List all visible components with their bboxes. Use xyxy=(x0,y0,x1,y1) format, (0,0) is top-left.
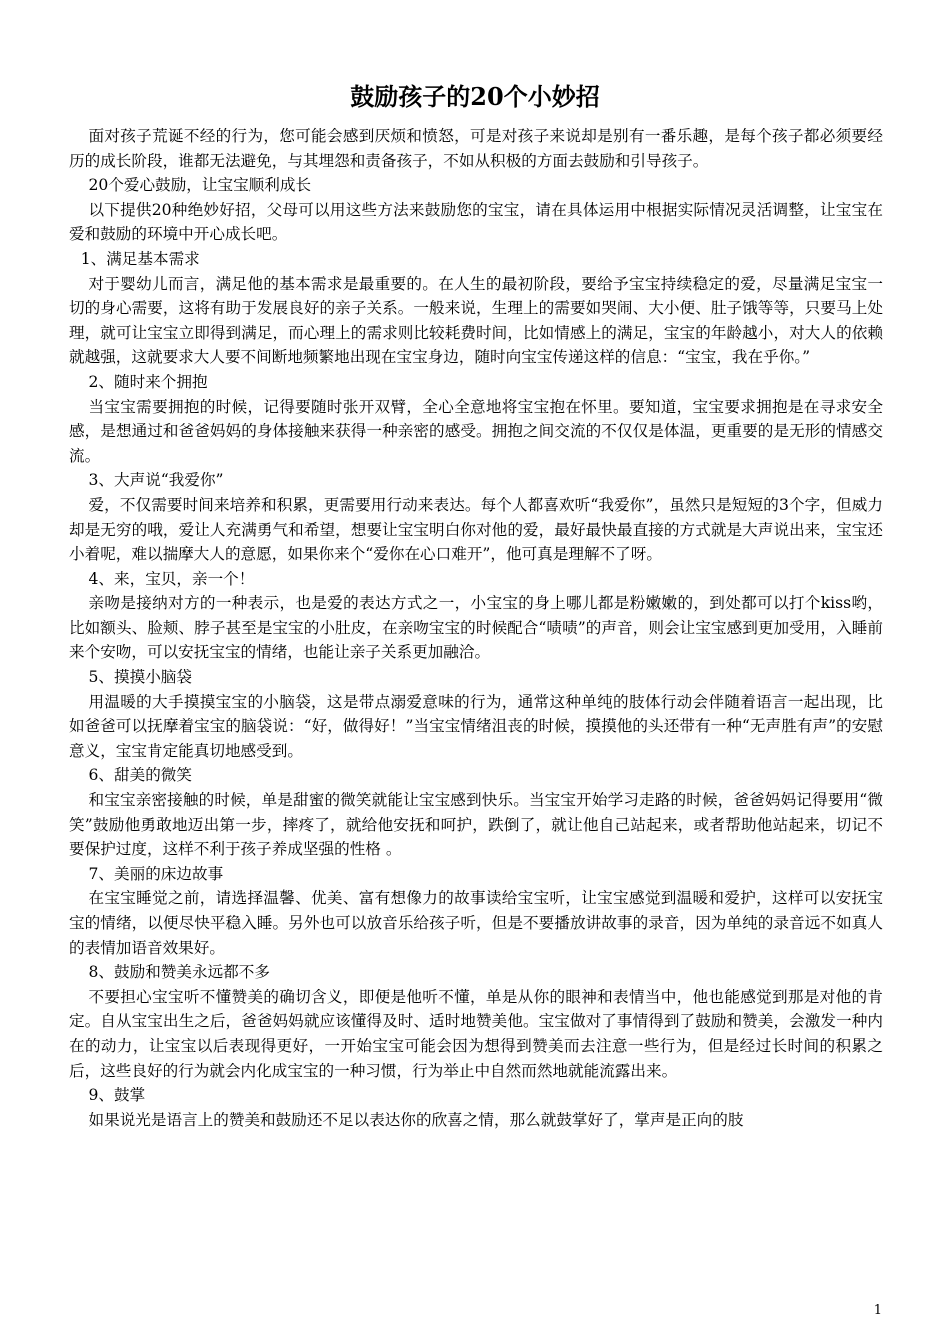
tip-paragraph-9: 如果说光是语言上的赞美和鼓励还不足以表达你的欣喜之情，那么就鼓掌好了，掌声是正向的肢 xyxy=(88,1110,744,1129)
intro-paragraph: 面对孩子荒诞不经的行为，您可能会感到厌烦和愤怒，可是对孩子来说却是别有一番乐趣，是每个孩子都必须要经历的成长阶段，谁都无法避免，与其埋怨和责备孩子，不如从积极的方面去鼓励和引导孩子。 xyxy=(69,127,883,170)
page-number: 1 xyxy=(873,1303,882,1318)
tip-heading-1: 1、满足基本需求 xyxy=(80,249,200,268)
tip-heading-9: 9、鼓掌 xyxy=(88,1086,146,1105)
tip-heading-6: 6、甜美的微笑 xyxy=(88,766,192,785)
tip-heading-8: 8、鼓励和赞美永远都不多 xyxy=(88,963,270,982)
tip-paragraph-1: 对于婴幼儿而言，满足他的基本需求是最重要的。在人生的最初阶段，要给予宝宝持续稳定的爱，尽量满足宝宝一切的身心需要，这将有助于发展良好的亲子关系。一般来说，生理上的需要如哭闹、大小便、肚子饿等等，只要马上处理，就可让宝宝立即得到满足，而心理上的需求则比较耗费时间，比如情感上的满足，宝宝的年龄越小，对大人的依赖就越强，这就要求大人要不间断地频繁地出现在宝宝身边，随时向宝宝传递这样的信息：“宝宝，我在乎你。” xyxy=(69,274,883,367)
tip-heading-4: 4、来，宝贝，亲一个！ xyxy=(88,569,255,588)
tip-paragraph-8: 不要担心宝宝听不懂赞美的确切含义，即便是他听不懂，单是从你的眼神和表情当中，他也能感觉到那是对他的肯定。自从宝宝出生之后，爸爸妈妈就应该懂得及时、适时地赞美他。宝宝做对了事情得到了鼓励和赞美，会激发一种内在的动力，让宝宝以后表现得更好，一开始宝宝可能会因为想得到赞美而去注意一些行为，但是经过长时间的积累之后，这些良好的行为就会内化成宝宝的一种习惯，行为举止中自然而然地就能流露出来。 xyxy=(69,987,883,1080)
tip-heading-7: 7、美丽的床边故事 xyxy=(88,864,224,883)
tip-paragraph-2: 当宝宝需要拥抱的时候，记得要随时张开双臂，全心全意地将宝宝抱在怀里。要知道，宝宝要求拥抱是在寻求安全感，是想通过和爸爸妈妈的身体接触来获得一种亲密的感受。拥抱之间交流的不仅仅是体温，更重要的是无形的情感交流。 xyxy=(69,397,883,465)
tip-paragraph-4: 亲吻是接纳对方的一种表示，也是爱的表达方式之一，小宝宝的身上哪儿都是粉嫩嫩的，到处都可以打个kiss哟，比如额头、脸颊、脖子甚至是宝宝的小肚皮，在亲吻宝宝的时候配合“啧啧”的声音，则会让宝宝感到更加受用，入睡前来个安吻，可以安抚宝宝的情绪，也能让亲子关系更加融洽。 xyxy=(69,594,883,662)
intro-paragraph-2: 以下提供20种绝妙好招，父母可以用这些方法来鼓励您的宝宝，请在具体运用中根据实际情况灵活调整，让宝宝在爱和鼓励的环境中开心成长吧。 xyxy=(69,200,883,244)
tip-paragraph-5: 用温暖的大手摸摸宝宝的小脑袋，这是带点溺爱意味的行为，通常这种单纯的肢体行动会伴随着语言一起出现，比如爸爸可以抚摩着宝宝的脑袋说：“好，做得好！”当宝宝情绪沮丧的时候，摸摸他的头还带有一种“无声胜有声”的安慰意义，宝宝肯定能真切地感受到。 xyxy=(69,692,883,760)
tip-paragraph-7: 在宝宝睡觉之前，请选择温馨、优美、富有想像力的故事读给宝宝听，让宝宝感觉到温暖和爱护，这样可以安抚宝宝的情绪，以便尽快平稳入睡。另外也可以放音乐给孩子听，但是不要播放讲故事的录音，因为单纯的录音远不如真人的表情加语音效果好。 xyxy=(69,889,883,957)
tip-heading-5: 5、摸摸小脑袋 xyxy=(88,668,192,687)
document-body xyxy=(69,124,883,1132)
document-title: 鼓励孩子的20个小妙招 xyxy=(350,82,600,111)
tip-paragraph-3: 爱，不仅需要时间来培养和积累，更需要用行动来表达。每个人都喜欢听“我爱你”，虽然只是短短的3个字，但威力却是无穷的哦，爱让人充满勇气和希望，想要让宝宝明白你对他的爱，最好最快最直接的方式就是大声说出来，宝宝还小着呢，难以揣摩大人的意愿，如果你来个“爱你在心口难开”，他可真是理解不了呀。 xyxy=(69,495,883,564)
tip-paragraph-6: 和宝宝亲密接触的时候，单是甜蜜的微笑就能让宝宝感到快乐。当宝宝开始学习走路的时候，爸爸妈妈记得要用“微笑”鼓励他勇敢地迈出第一步，摔疼了，就给他安抚和呵护，跌倒了，就让他自己站起来，或者帮助他站起来，切记不要保护过度，这样不利于孩子养成坚强的性格 。 xyxy=(69,791,883,859)
section-subtitle: 20个爱心鼓励，让宝宝顺利成长 xyxy=(88,176,312,195)
tip-heading-3: 3、大声说“我爱你” xyxy=(88,471,224,490)
tip-heading-2: 2、随时来个拥抱 xyxy=(88,372,208,391)
